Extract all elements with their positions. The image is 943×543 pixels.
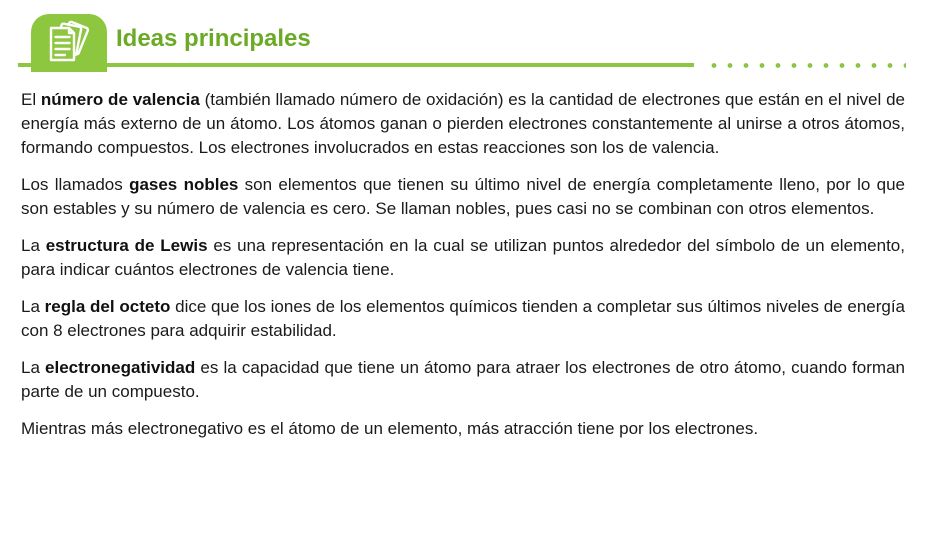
text-run: dice que los iones de los elementos químicos tienden a completar sus últimos niveles de energía con 8 electrones para adquirir estabilidad. — [21, 297, 906, 340]
key-term-noble-gases: gases nobles — [129, 175, 239, 194]
text-run: La — [21, 297, 45, 316]
text-run: (también llamado número de oxidación) es la cantidad de electrones que están en el nivel de energía más externo de un átomo. Los átomos ganan o pierden electrones constantemente al unirse a otros átomos, formando compuestos. Los electrones involucrados en estas reacciones son los de valencia. — [21, 90, 905, 157]
header-divider-line — [18, 63, 694, 67]
text-run: Los llamados — [21, 175, 130, 194]
text-run: El — [21, 90, 41, 109]
text-run: La — [21, 358, 46, 377]
paragraph-noble-gases — [21, 173, 905, 221]
text-run: es la capacidad que tiene un átomo para atraer los electrones de otro átomo, cuando forman parte de un compuesto. — [21, 358, 905, 401]
key-term-electronegativity: electronegatividad — [45, 358, 196, 377]
text-run: son elementos que tienen su último nivel de energía completamente lleno, por lo que son estables y su número de valencia es cero. Se llaman nobles, pues casi no se combinan con otros elementos. — [21, 175, 906, 218]
key-term-octet-rule: regla del octeto — [44, 297, 171, 316]
paragraph-lewis-structure — [21, 234, 905, 282]
section-header — [0, 0, 943, 72]
document-stack-icon — [42, 18, 96, 68]
text-run: La — [21, 236, 46, 255]
paragraph-valence-number — [21, 88, 905, 160]
paragraph-electronegativity — [21, 356, 905, 404]
text-run: es una representación en la cual se utilizan puntos alrededor del símbolo de un elemento, para indicar cuántos electrones de valencia tiene. — [21, 236, 905, 279]
main-content — [21, 88, 905, 454]
paragraph-octet-rule — [21, 295, 905, 343]
section-title: Ideas principales — [116, 25, 311, 52]
key-term-lewis-structure: estructura de Lewis — [45, 236, 208, 255]
paragraph-electronegativity-attraction: Mientras más electronegativo es el átomo de un elemento, más atracción tiene por los electrones. — [21, 419, 759, 438]
key-term-valence-number: número de valencia — [40, 90, 200, 109]
header-dotted-line — [706, 63, 906, 68]
